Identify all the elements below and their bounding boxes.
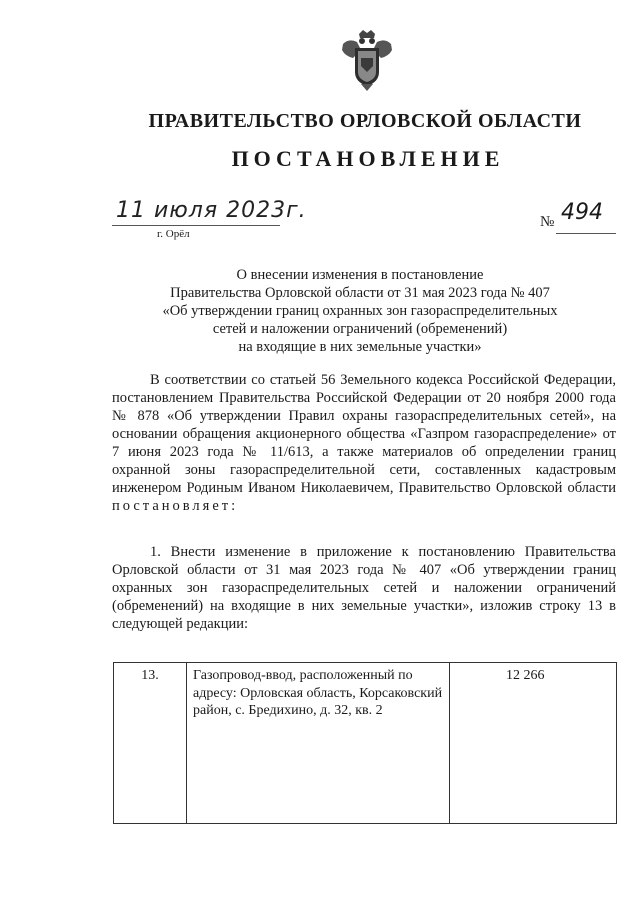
row-area-cell: 12 266 xyxy=(450,663,617,824)
subject-line: «Об утверждении границ охранных зон газораспределительных xyxy=(162,303,558,319)
subject-line: на входящие в них земельные участки» xyxy=(238,339,482,355)
preamble-text: В соответствии со статьей 56 Земельного кодекса Российской Федерации, постановлением Правительства Российской Федерации от 20 ноября 2000 года № 878 «Об утверждении Правил охраны газораспределительных сетей», на основании обращения акционерного общества «Газпром газораспределение» от 7 июня 2023 года № 11/613, а также материалов об определении границ охранной зоны газораспределительной сети, составленных кадастровым инженером Родиным Иваном Николаевичем, Правительство Орловской области xyxy=(112,372,616,496)
amendment-table xyxy=(113,662,617,824)
clause-1-paragraph: 1. Внести изменение в приложение к постановлению Правительства Орловской области от 31 мая 2023 года № 407 «Об утверждении границ охранных зон газораспределительных сетей и наложении ограничений (обременений) на входящие в них земельные участки», изложив строку 13 в следующей редакции: xyxy=(112,544,616,632)
decree-word: постановляет: xyxy=(112,498,239,514)
document-date: 11 июля 2023г. xyxy=(116,198,307,223)
row-object-cell: Газопровод-ввод, расположенный по адресу: Орловская область, Корсаковский район, с. Бредихино, д. 32, кв. 2 xyxy=(187,663,450,824)
document-subject xyxy=(150,266,570,356)
number-sign: № xyxy=(540,214,555,230)
subject-line: Правительства Орловской области от 31 мая 2023 года № 407 xyxy=(170,285,550,301)
document-city: г. Орёл xyxy=(157,228,190,240)
document-number: 494 xyxy=(561,200,603,225)
document-type: ПОСТАНОВЛЕНИЕ xyxy=(231,146,505,171)
number-underline xyxy=(556,233,616,234)
row-number-cell: 13. xyxy=(114,663,187,824)
date-underline xyxy=(112,225,280,226)
subject-line: О внесении изменения в постановление xyxy=(236,267,484,283)
preamble-paragraph xyxy=(112,371,616,515)
table-row xyxy=(114,663,617,824)
orel-oblast-coat-of-arms-icon xyxy=(339,28,395,92)
government-title: ПРАВИТЕЛЬСТВО ОРЛОВСКОЙ ОБЛАСТИ xyxy=(148,110,582,132)
subject-line: сетей и наложении ограничений (обременений) xyxy=(212,321,508,337)
